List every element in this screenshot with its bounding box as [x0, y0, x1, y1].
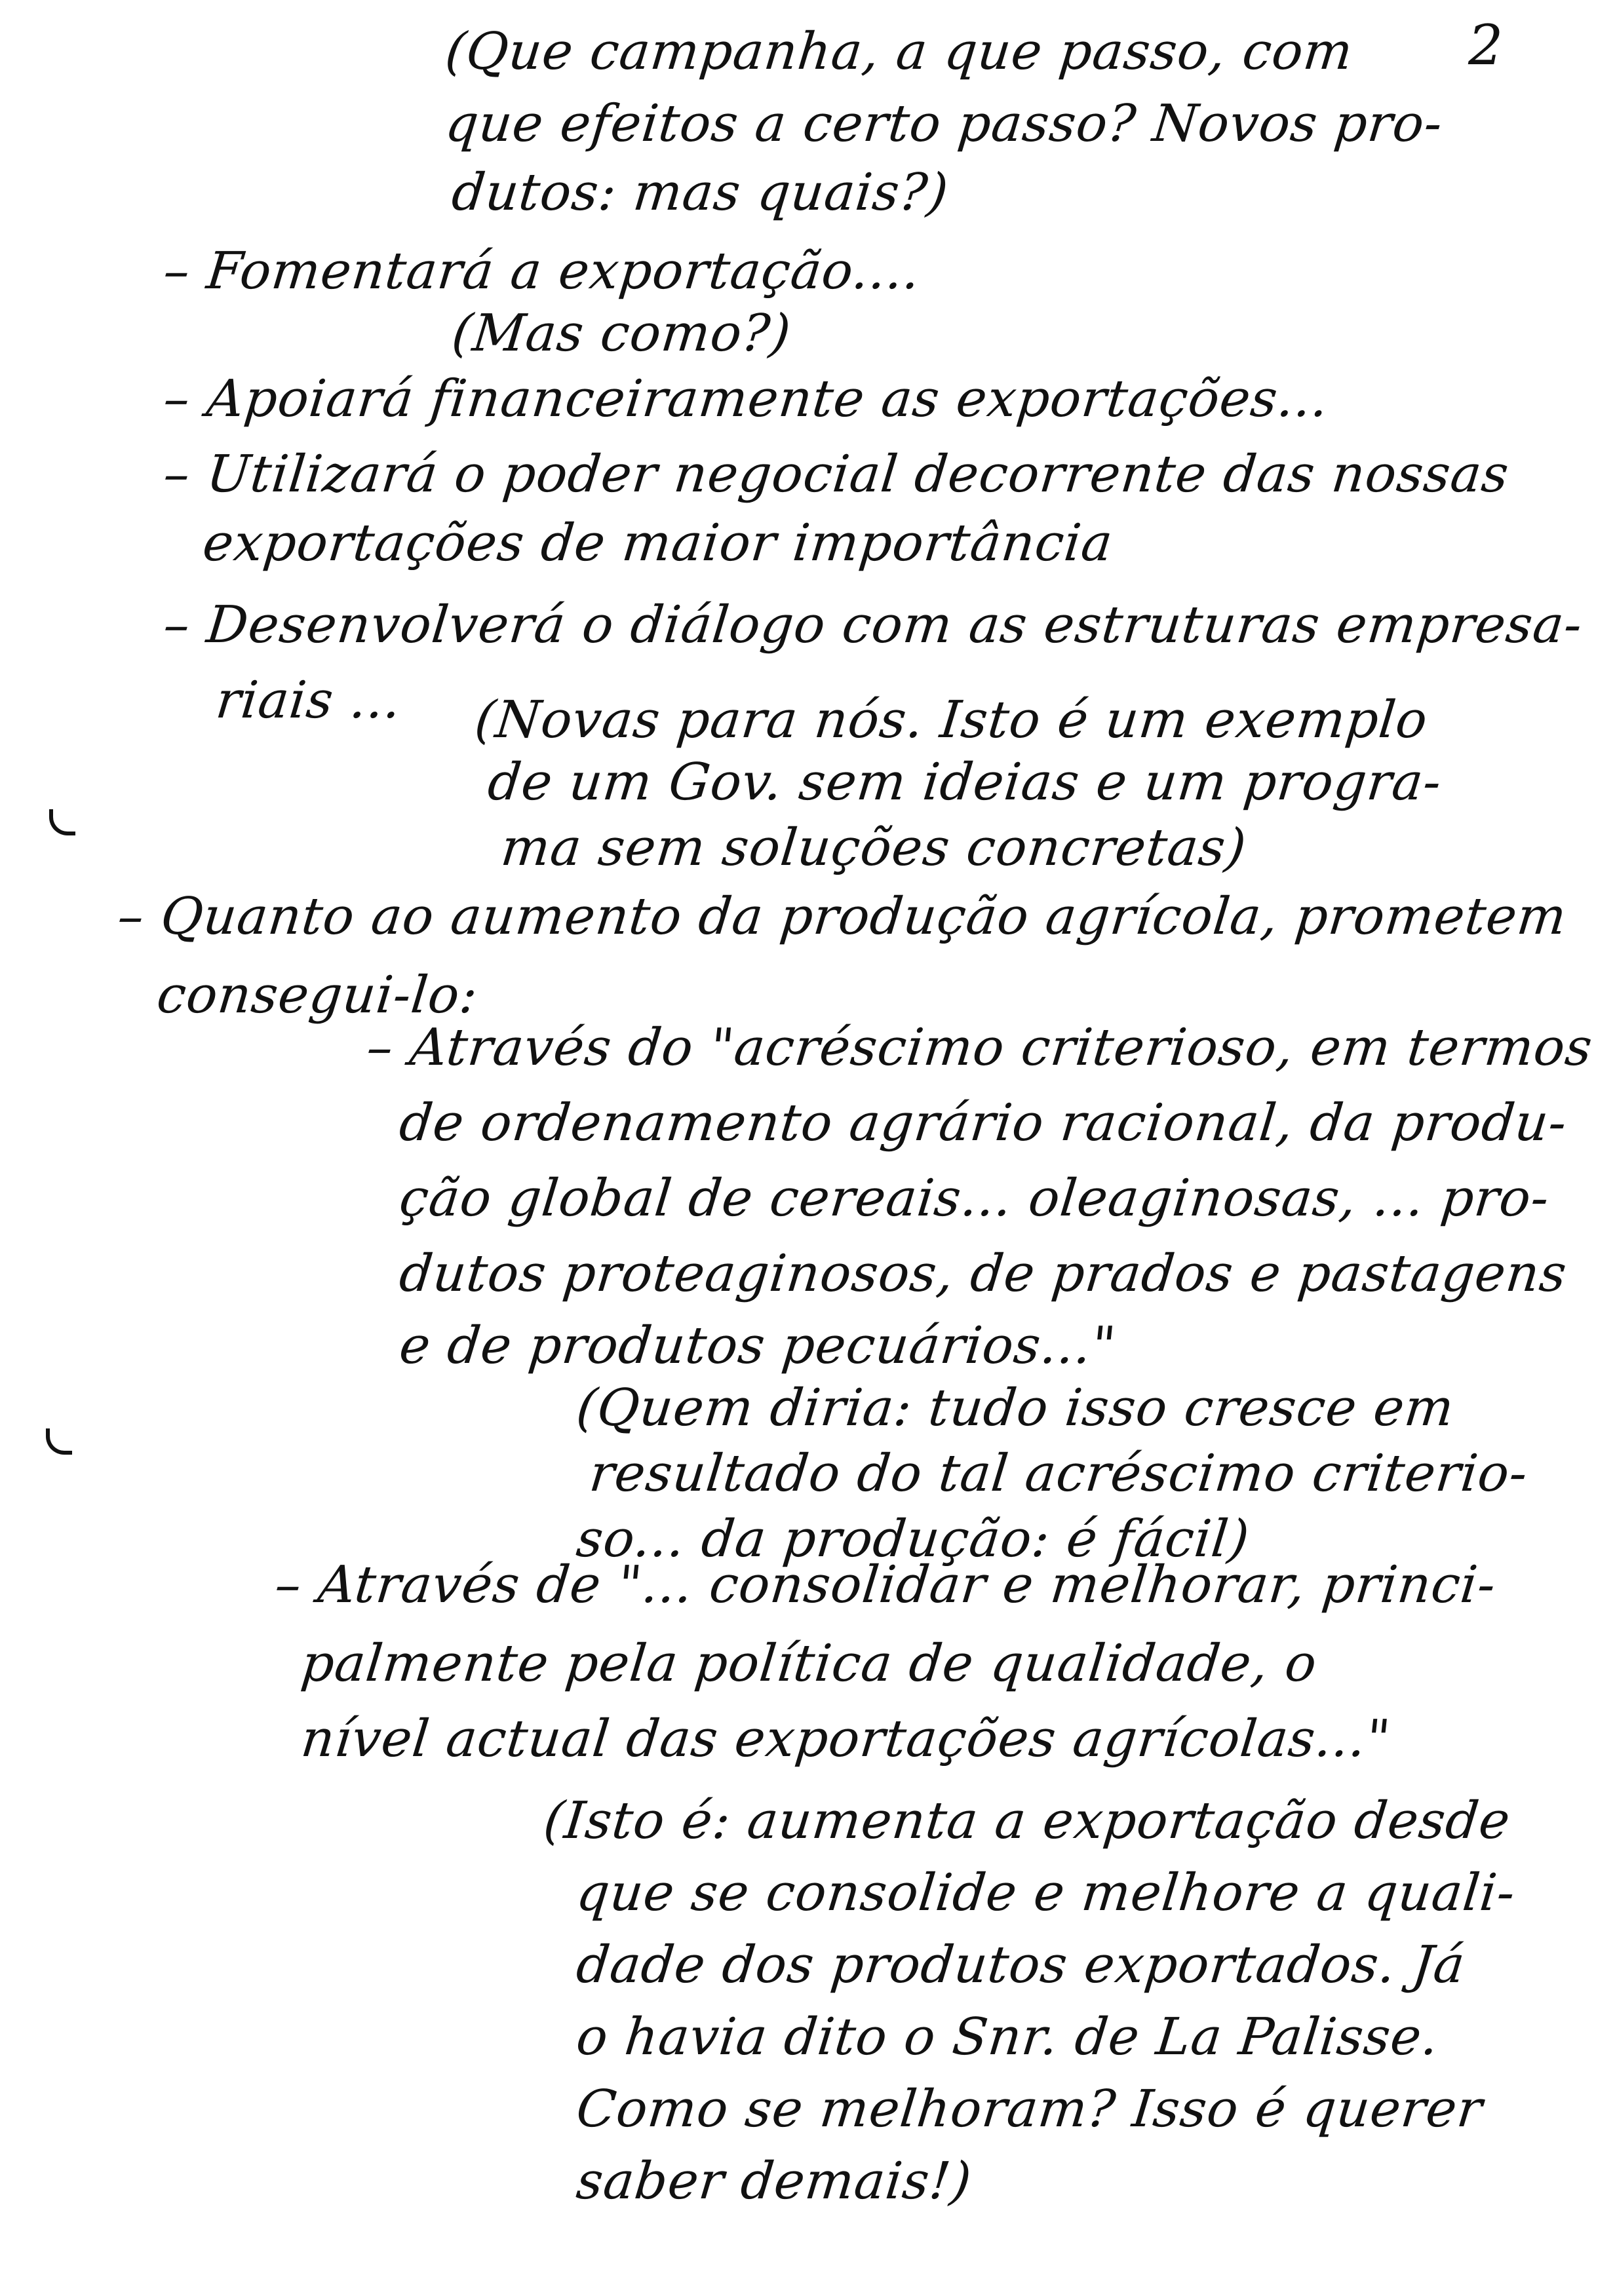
text-line: (Isto é: aumenta a exportação desde — [541, 1791, 1513, 1850]
text-line: – Apoiará financeiramente as exportações... — [161, 370, 1332, 429]
text-line: – Desenvolverá o diálogo com as estruturas empresa- — [161, 596, 1586, 655]
text-line: – Fomentará a exportação.... — [161, 242, 924, 301]
text-line: – Quanto ao aumento da produção agrícola, prometem — [115, 887, 1570, 946]
text-line: de ordenamento agrário racional, da produ- — [397, 1094, 1570, 1153]
text-line: exportações de maior importância — [200, 514, 1116, 573]
text-line: resultado do tal acréscimo criterio- — [587, 1444, 1531, 1503]
text-line: e de produtos pecuários..." — [397, 1316, 1119, 1375]
text-line: – Através do "acréscimo criterioso, em termos — [364, 1018, 1596, 1077]
margin-mark — [49, 809, 75, 835]
text-line: dutos: mas quais?) — [449, 163, 952, 222]
text-line: saber demais!) — [574, 2152, 975, 2211]
text-line: Como se melhoram? Isso é querer — [574, 2080, 1486, 2139]
text-line: dutos proteaginosos, de prados e pastagens — [397, 1244, 1570, 1303]
text-line: o havia dito o Snr. de La Palisse. — [574, 2008, 1442, 2067]
text-line: palmente pela política de qualidade, o — [298, 1634, 1320, 1693]
margin-mark — [46, 1428, 72, 1455]
text-line: nível actual das exportações agrícolas..." — [298, 1710, 1393, 1769]
text-line: so... da produção: é fácil) — [574, 1510, 1253, 1569]
text-line: consegui-lo: — [154, 966, 481, 1025]
text-line: ção global de cereais... oleaginosas, ... pro- — [397, 1169, 1553, 1228]
text-line: dade dos produtos exportados. Já — [574, 1936, 1468, 1995]
text-line: (Quem diria: tudo isso cresce em — [574, 1379, 1457, 1438]
text-line: que se consolide e melhore a quali- — [574, 1864, 1519, 1923]
text-line: riais ... — [213, 671, 404, 730]
text-line: – Utilizará o poder negocial decorrente das nossas — [161, 445, 1512, 504]
text-line: (Novas para nós. Isto é um exemplo — [472, 691, 1431, 750]
text-line: (Mas como?) — [449, 304, 794, 363]
text-line: (Que campanha, a que passo, com — [442, 22, 1356, 81]
text-line: ma sem soluções concretas) — [498, 818, 1250, 877]
page-number: 2 — [1468, 13, 1504, 77]
text-line: que efeitos a certo passo? Novos pro- — [442, 94, 1446, 153]
text-line: – Através de "... consolidar e melhorar, princi- — [272, 1556, 1499, 1615]
text-line: de um Gov. sem ideias e um progra- — [485, 753, 1445, 812]
